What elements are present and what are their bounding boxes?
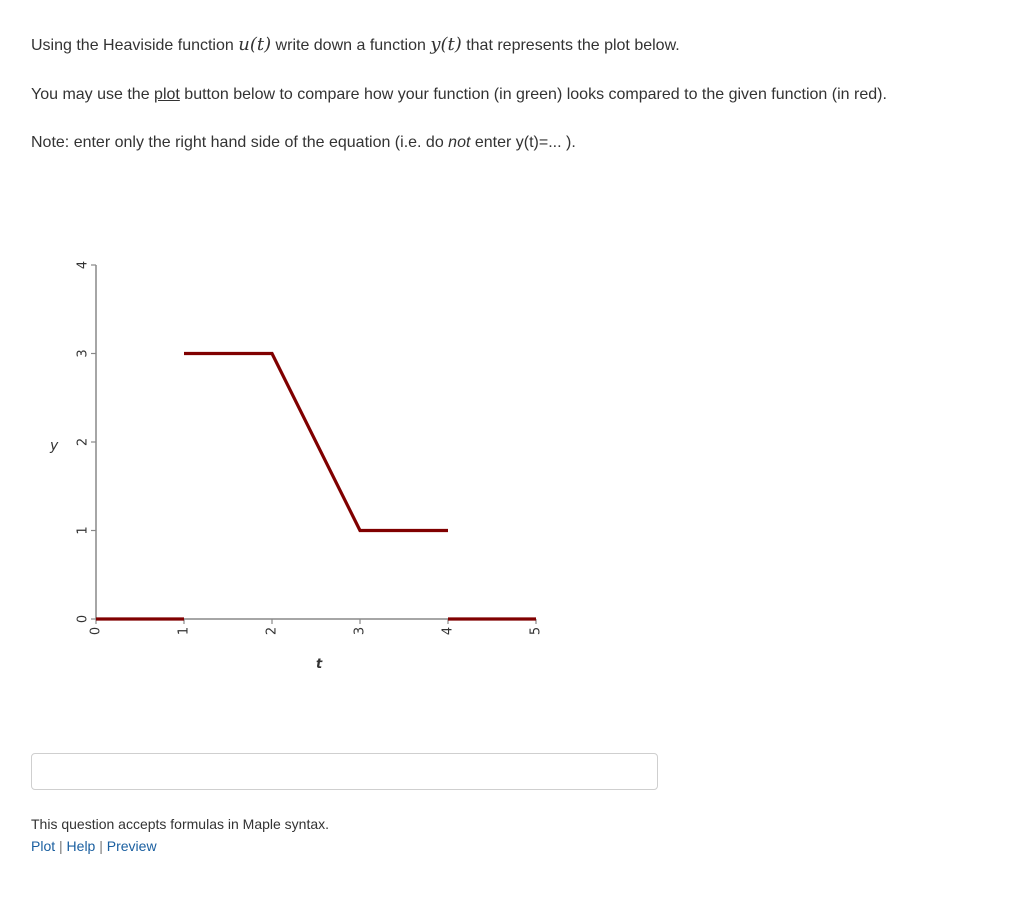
link-separator: | (59, 838, 63, 854)
y-tick-label: 4 (75, 260, 91, 270)
instruction-text: You may use the (31, 86, 155, 103)
plot-series (96, 354, 536, 620)
plot-word: plot (154, 86, 180, 103)
instruction-text: Using the Heaviside function (31, 37, 239, 54)
note-instruction (31, 133, 576, 153)
plot-link[interactable]: Plot (31, 838, 56, 854)
x-tick-label: 3 (352, 626, 368, 636)
plot-line-segment (184, 354, 448, 531)
y-axis-ticks (76, 261, 97, 623)
answer-links (31, 838, 157, 854)
link-separator: | (99, 838, 103, 854)
preview-link[interactable]: Preview (106, 838, 157, 854)
y-tick-label: 1 (75, 526, 91, 535)
question-instruction (31, 35, 680, 56)
instruction-text: write down a function (271, 37, 431, 54)
plot-instruction (31, 85, 887, 105)
y-tick-label: 0 (75, 614, 91, 624)
instruction-text: button below to compare how your function (in green) looks compared to the given function (in red). (179, 86, 887, 103)
y-tick-label: 3 (75, 349, 91, 358)
function-plot (40, 250, 560, 690)
emphasis-not: not (448, 134, 471, 151)
y-axis-label: y (50, 438, 59, 454)
syntax-note: This question accepts formulas in Maple syntax. (31, 816, 330, 832)
x-axis-ticks (89, 619, 544, 635)
x-tick-label: 0 (88, 626, 104, 636)
answer-input[interactable] (31, 753, 658, 790)
x-tick-label: 5 (528, 626, 544, 636)
x-axis-label: t (316, 657, 323, 672)
x-tick-label: 4 (440, 626, 456, 636)
help-link[interactable]: Help (66, 838, 96, 854)
instruction-text: Note: enter only the right hand side of the equation (i.e. do (31, 134, 449, 151)
x-tick-label: 2 (264, 626, 280, 636)
y-tick-label: 2 (75, 437, 91, 447)
x-tick-label: 1 (176, 626, 192, 636)
heaviside-math: u(t) (238, 34, 272, 55)
function-math: y(t) (430, 34, 462, 55)
instruction-text: enter y(t)=... ). (470, 134, 576, 151)
instruction-text: that represents the plot below. (461, 37, 680, 54)
